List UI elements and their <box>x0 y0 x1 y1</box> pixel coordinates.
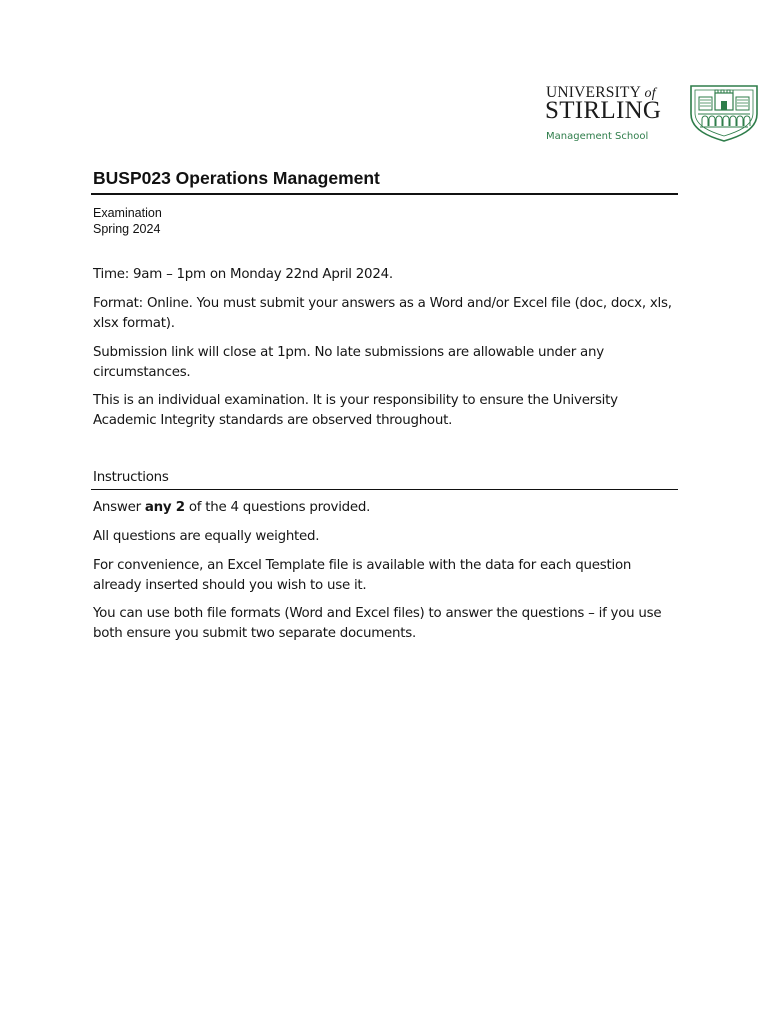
template-note: For convenience, an Excel Template file is available with the data for each question already inserted should you wish to use it. <box>93 558 632 593</box>
weighting-note: All questions are equally weighted. <box>93 529 320 544</box>
exam-label: Examination <box>93 206 162 220</box>
exam-time: Time: 9am – 1pm on Monday 22nd April 2024. <box>93 267 393 282</box>
exam-term: Spring 2024 <box>93 222 161 236</box>
title-divider <box>91 193 678 195</box>
instructions-heading: Instructions <box>93 470 169 485</box>
castle-crest-icon <box>688 84 760 142</box>
answer-count-emphasis: any 2 <box>144 500 185 515</box>
answer-instruction: Answer any 2 of the 4 questions provided. <box>93 500 371 515</box>
submission-note: Submission link will close at 1pm. No late submissions are allowable under any circumstances. <box>93 345 604 380</box>
file-formats-note: You can use both file formats (Word and Excel files) to answer the questions – if you use both ensure you submit two separate documents. <box>93 606 662 641</box>
logo-school-text: Management School <box>546 131 649 142</box>
exam-format: Format: Online. You must submit your answers as a Word and/or Excel file (doc, docx, xls, xlsx format). <box>93 296 672 331</box>
logo-stirling-text: STIRLING <box>545 97 662 124</box>
integrity-note: This is an individual examination. It is your responsibility to ensure the University Academic Integrity standards are observed throughout. <box>93 393 618 428</box>
university-logo <box>544 84 714 146</box>
instructions-divider <box>91 489 678 490</box>
course-title: BUSP023 Operations Management <box>93 168 380 188</box>
logo-university-text: UNIVERSITY of <box>546 84 656 101</box>
